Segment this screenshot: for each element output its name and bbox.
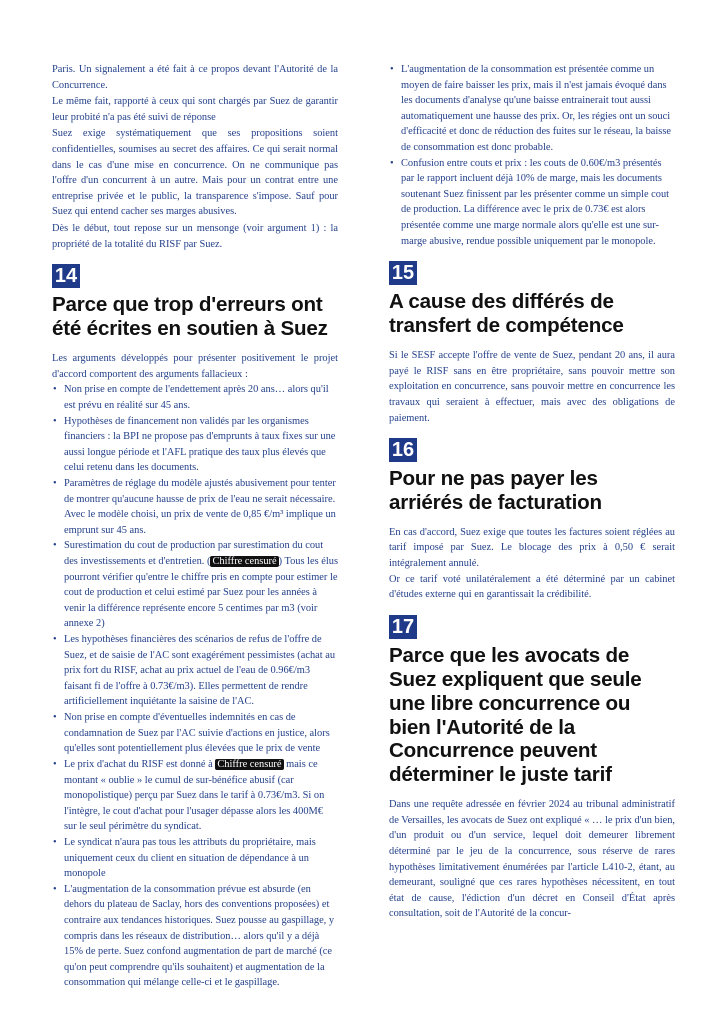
- bullet-item: • Paramètres de réglage du modèle ajustés abusivement pour tenter de montrer qu'aucune hausse de prix de l'eau ne serait nécessaire. Avec le modèle choisi, un prix de vente de 0,85 €/m³ implique un emprunt sur 45 ans.: [64, 476, 338, 538]
- bullet-item: • L'augmentation de la consommation est présentée comme un moyen de faire baisser les prix, mais il n'est jamais évoqué dans les documents d'analyse qu'une baisse entrainerait tout aussi automatiquement une hausse des prix. Or, les régies ont un souci d'efficacité et donc de réduction des fuites sur le réseau, la baisse de consommation est donc probable.: [401, 62, 675, 156]
- intro-paragraph-1: Paris. Un signalement a été fait à ce propos devant l'Autorité de la Concurrence.: [52, 64, 338, 91]
- section-16-number: 16: [389, 438, 417, 462]
- section-15-body: Si le SESF accepte l'offre de vente de Suez, pendant 20 ans, il aura payé le RISF sans en être propriétaire, sans pouvoir mettre son exploitation en concurrence, sans pouvoir mettre en concurrence les travaux qui seraient à effectuer, mais avec des obligations de paiement.: [389, 350, 675, 424]
- bullet-item: [64, 757, 338, 835]
- section-17-title: Parce que les avocats de Suez expliquent que seule une libre concurrence ou bien l'Autorité de la Concurrence peuvent déterminer le juste tarif: [389, 643, 642, 787]
- bullet-item: • Le syndicat n'aura pas tous les attributs du propriétaire, mais uniquement ceux du client en situation de dépendance à un monopole: [64, 835, 338, 882]
- section-16-title: Pour ne pas payer les arriérés de facturation: [389, 467, 602, 514]
- intro-paragraph-3: Suez exige systématiquement que ses propositions soient confidentielles, soumises au secret des affaires. Ce qui serait normal dans le cas d'une mise en concurrence. On ne communique pas l'offre d'un concurrent à un autre. Mais pour un contrat entre une entreprise privée et le public, la transparence s'impose. Sauf pour Suez qui entend cacher ses marges abusives.: [52, 128, 338, 218]
- section-17-body: Dans une requête adressée en février 2024 au tribunal administratif de Versailles, les avocats de Suez ont expliqué « … le prix d'un bien, d'un produit ou d'un service, lequel doit demeurer librement déterminé par le jeu de la concurrence, sous réserve de rares hypothèses limitativement énumérées par l'article L410-2, étant, au demeurant, souligné que ces rares hypothèses nécessitent, en tout état de cause, l'édiction d'un décret en Conseil d'État après consultation, soit de l'Autorité de la concur-: [389, 799, 675, 920]
- section-16-paragraph-1: En cas d'accord, Suez exige que toutes les factures soient réglées au tarif imposé par Suez. Le blocage des prix à 0,50 € serait intégralement annulé.: [389, 526, 675, 570]
- bullet-item: • Hypothèses de financement non validés par les organismes financiers : la BPI ne propose pas d'emprunts à taux fixes sur une aussi longue période et l'AFL pratique des taux plus élevés que celui retenu dans les documents.: [64, 414, 338, 476]
- section-15-title: A cause des différés de transfert de compétence: [389, 290, 624, 338]
- bullet-item: • L'augmentation de la consommation prévue est absurde (en dehors du plateau de Saclay, hors des conventions proposées) et contraire aux tendances historiques. Suez pousse au gaspillage, y compris dans les réseaux de distribution… alors qu'il y a déjà 15% de perte. Suez confond augmentation de part de marché (ce qu'on peut comprendre qu'ils souhaitent) et augmentation de la consommation qui mélange celle-ci et le gaspillage.: [64, 882, 338, 991]
- bullet-item: [64, 538, 338, 632]
- right-column: [389, 62, 675, 922]
- section-14-number: 14: [52, 264, 80, 288]
- section-14-bullet-list: [52, 382, 338, 991]
- section-14-title: Parce que trop d'erreurs ont été écrites en soutien à Suez: [52, 293, 328, 341]
- continued-bullet-list: [389, 62, 675, 249]
- section-15-number: 15: [389, 261, 417, 285]
- bullet-item: • Confusion entre couts et prix : les couts de 0.60€/m3 présentés par le rapport incluent déjà 10% de marge, mais les documents soutenant Suez finissent par les présenter comme un simple cout de production. La différence avec le prix de 0.73€ est alors présentée comme une marge normale alors qu'elle est une sur-marge abusive, rendue possible uniquement par le monopole.: [401, 156, 675, 250]
- bullet-item: • Les hypothèses financières des scénarios de refus de l'offre de Suez, et de saisie de l'AC sont exagérément pessimistes (achat au prix fort du RISF, achat au prix actuel de l'eau de 0.96€/m3 faisant fi de l'offre à 0.73€/m3). Elles permettent de rendre artificiellement inquiétante la saisine de l'AC.: [64, 632, 338, 710]
- intro-paragraph-4: Dès le début, tout repose sur un mensonge (voir argument 1) : la propriété de la totalité du RISF par Suez.: [52, 223, 338, 250]
- bullet-text-after: mais ce montant « oublie » le cumul de sur-bénéfice abusif (car monopolistique) perçu par Suez dans le tarif à 0.73€/m3. Si on l'intègre, le cout d'achat pour l'usager dépasse alors les 400M€ sur le seul périmètre du syndicat.: [64, 758, 325, 833]
- section-16-paragraph-2: Or ce tarif voté unilatéralement a été déterminé par un cabinet d'études externe qui en garantissait la crédibilité.: [389, 573, 675, 601]
- censored-label: Chiffre censuré: [217, 758, 282, 770]
- bullet-item: • Non prise en compte d'éventuelles indemnités en cas de condamnation de Suez par l'AC suivie d'actions en justice, alors qu'elles sont potentiellement plus élevées que le prix de vente: [64, 710, 338, 757]
- intro-paragraph-2: Le même fait, rapporté à ceux qui sont chargés par Suez de garantir leur probité n'a pas été suivi de réponse: [52, 96, 338, 123]
- bullet-text-before: Le prix d'achat du RISF est donné à: [64, 758, 216, 770]
- bullet-text-after: ) Tous les élus pourront vérifier qu'entre le chiffre pris en compte pour estimer le cout de production et celui estimé par Suez pour les années à venir la différence représente encore 5 centimes par m3 (voir annexe 2): [64, 555, 339, 630]
- section-14-intro: Les arguments développés pour présenter positivement le projet d'accord comportent des arguments fallacieux :: [52, 353, 338, 380]
- left-column: [52, 62, 338, 991]
- section-17-number: 17: [389, 615, 417, 639]
- bullet-text-before: Surestimation du cout de production par surestimation du cout des investissements et d'entretien. (: [64, 540, 324, 567]
- censored-label: Chiffre censuré: [212, 555, 277, 567]
- bullet-item: • Non prise en compte de l'endettement après 20 ans… alors qu'il est prévu en réalité sur 45 ans.: [64, 382, 338, 413]
